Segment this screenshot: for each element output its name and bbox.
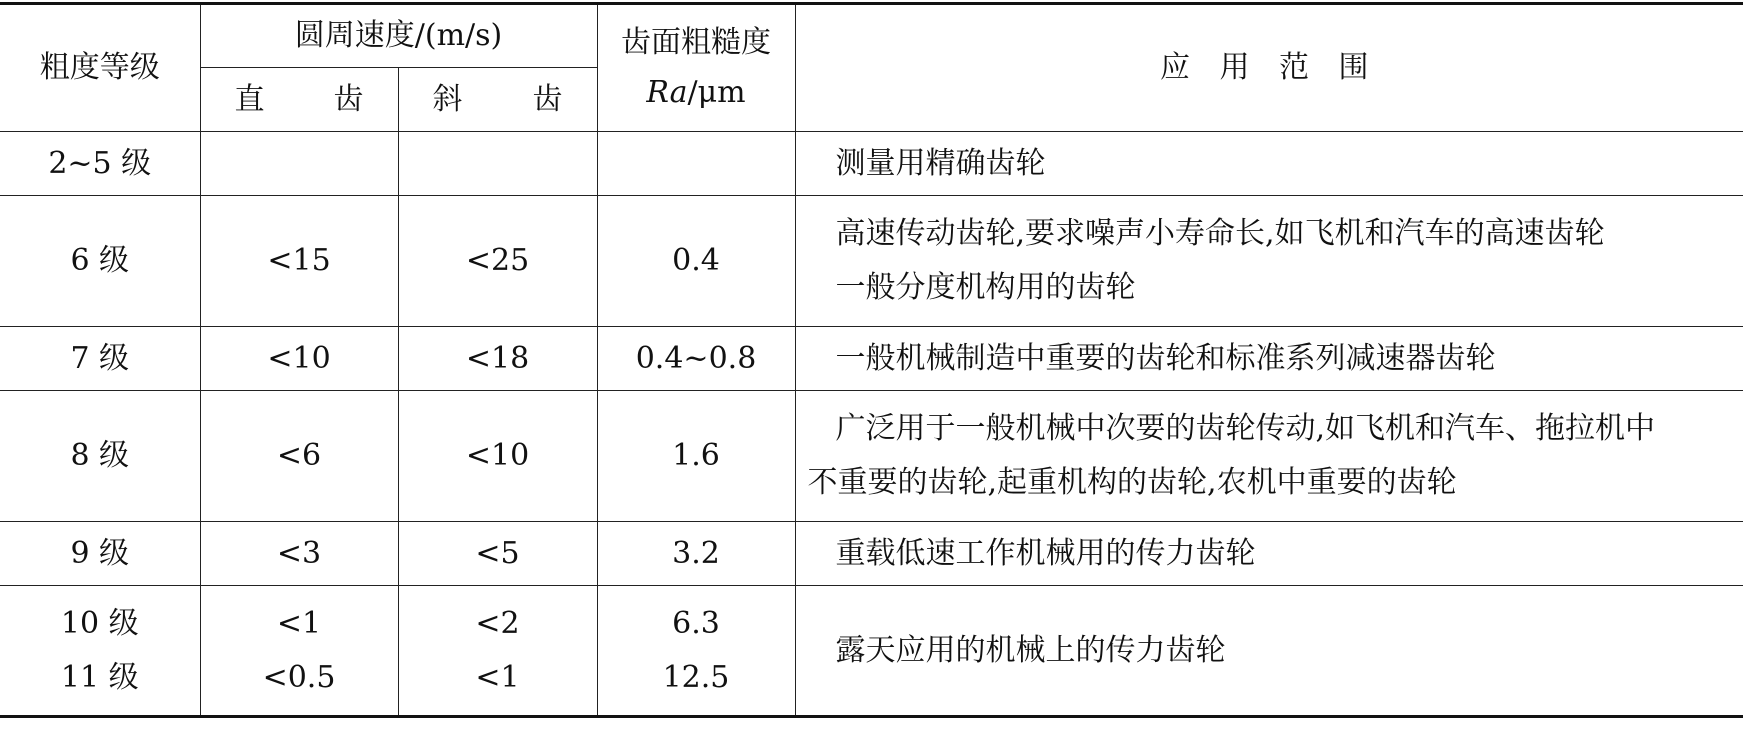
cell-roughness: 0.4~0.8 xyxy=(597,327,795,391)
header-roughness-line1: 齿面粗糙度 xyxy=(621,25,771,60)
helical-value: <2 xyxy=(475,605,520,641)
cell-straight: <10 xyxy=(200,327,398,391)
cell-straight xyxy=(200,586,398,717)
roughness-value: 12.5 xyxy=(662,659,730,695)
cell-application xyxy=(795,327,1743,391)
grade-value: 11 级 xyxy=(60,659,139,695)
header-speed-group: 圆周速度/(m/s) xyxy=(200,4,597,68)
cell-grade: 6 级 xyxy=(0,196,200,327)
cell-helical xyxy=(398,132,597,196)
cell-straight: <15 xyxy=(200,196,398,327)
table-row xyxy=(0,522,1743,586)
cell-straight xyxy=(200,132,398,196)
table-row xyxy=(0,391,1743,522)
cell-roughness xyxy=(597,586,795,717)
cell-helical: <10 xyxy=(398,391,597,522)
header-straight xyxy=(200,68,398,132)
cell-straight: <6 xyxy=(200,391,398,522)
cell-helical: <5 xyxy=(398,522,597,586)
header-helical xyxy=(398,68,597,132)
grade-value: 10 级 xyxy=(60,605,139,641)
table-row xyxy=(0,196,1743,327)
header-roughness xyxy=(597,4,795,132)
header-straight-char-1: 直 xyxy=(234,81,265,117)
straight-value: <0.5 xyxy=(262,659,336,695)
application-line: 露天应用的机械上的传力齿轮 xyxy=(835,632,1226,668)
cell-application xyxy=(795,522,1743,586)
header-application: 应 用 范 围 xyxy=(795,4,1743,132)
straight-value: <1 xyxy=(276,605,322,641)
cell-roughness: 1.6 xyxy=(597,391,795,522)
cell-application xyxy=(795,586,1743,717)
cell-helical: <18 xyxy=(398,327,597,391)
application-line: 重载低速工作机械用的传力齿轮 xyxy=(835,535,1256,571)
helical-value: <1 xyxy=(475,659,520,695)
cell-application xyxy=(795,196,1743,327)
header-grade: 粗度等级 xyxy=(0,4,200,132)
application-line: 一般机械制造中重要的齿轮和标准系列减速器齿轮 xyxy=(835,340,1496,376)
cell-straight: <3 xyxy=(200,522,398,586)
header-roughness-line2 xyxy=(598,68,795,118)
header-roughness-ra: Ra xyxy=(646,75,688,110)
cell-grade xyxy=(0,586,200,717)
cell-application xyxy=(795,132,1743,196)
cell-roughness xyxy=(597,132,795,196)
application-line: 不重要的齿轮,起重机构的齿轮,农机中重要的齿轮 xyxy=(807,465,1457,500)
gear-precision-table xyxy=(0,2,1743,718)
cell-roughness: 3.2 xyxy=(597,522,795,586)
header-helical-char-1: 斜 xyxy=(432,81,463,117)
cell-grade: 9 级 xyxy=(0,522,200,586)
application-line: 测量用精确齿轮 xyxy=(835,145,1046,181)
application-line: 一般分度机构用的齿轮 xyxy=(835,270,1136,305)
table-row xyxy=(0,132,1743,196)
application-line: 高速传动齿轮,要求噪声小寿命长,如飞机和汽车的高速齿轮 xyxy=(835,216,1605,251)
header-straight-char-2: 齿 xyxy=(333,81,364,117)
roughness-value: 6.3 xyxy=(672,605,720,641)
application-line: 广泛用于一般机械中次要的齿轮传动,如飞机和汽车、拖拉机中 xyxy=(835,411,1656,446)
cell-grade: 7 级 xyxy=(0,327,200,391)
cell-application xyxy=(795,391,1743,522)
table-row xyxy=(0,327,1743,391)
cell-roughness: 0.4 xyxy=(597,196,795,327)
header-helical-char-2: 齿 xyxy=(532,81,563,117)
cell-grade: 2~5 级 xyxy=(0,132,200,196)
cell-helical: <25 xyxy=(398,196,597,327)
header-roughness-unit: /μm xyxy=(687,75,746,110)
cell-grade: 8 级 xyxy=(0,391,200,522)
table-row xyxy=(0,586,1743,717)
header-row-1 xyxy=(0,4,1743,68)
cell-helical xyxy=(398,586,597,717)
